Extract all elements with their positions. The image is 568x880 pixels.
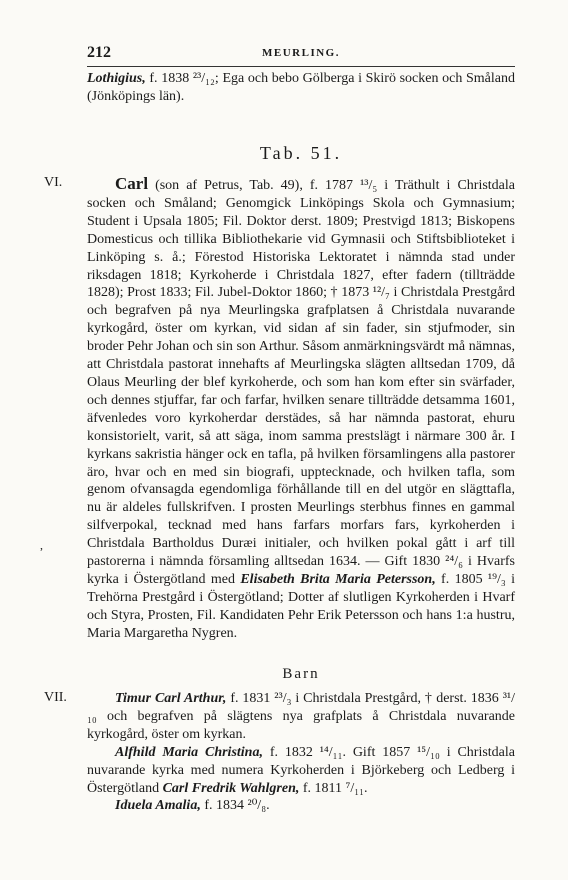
header-rule xyxy=(87,66,515,67)
main-text-1: (son af Petrus, Tab. 49), f. 1787 ¹³/₅ i Träthult i Christdala socken och Småland; Genomgick Linköpings Skola och Gymnasium; Student i Upsala 1805; Fil. Doktor derst. 1809; Prestvigd 1813; Biskopens Domesticus och tillika Bibliothekarie vid Gymnasii och Stiftsbiblioteket i Linköping s. å.; Förestod Historiska Lektoratet i nämnda stad under riksdagen 1818; Kyrkoherde i Christdala 1827, efter fadern (tillträdde 1828); Prost 1833; Fil. Jubel-Doktor 1860; † 1873 ¹²/₇ i Christdala Prestgård och begrafven på nya Meurlingska grafplatsen å Christdala nuvarande kyrkogård, öster om kyrkan, vid sidan af sin fader, sin stjufmoder, sin broder Pehr Johan och sin son Arthur. Såsom anmärkningsvärdt må nämnas, att Christdala pastorat innehafts af Meurlingska slägten alltsedan 1709, då Olaus Meurling der blef kyrkoherde, och som han kom efter sin svärfader, och dennes stjuffar, far och farfar, hvilken senare tillträdde detsamma 1601, äfvenledes voro kyrkoherdar derstädes, så har nämnda pastorat, ehuru konsistorielt, varit, så att säga, inom samma prestslägt i närmare 300 år. I kyrkans sakristia hänger ock en tafla, på hvilken församlingens alla pastorer äro, hvar och en med sin biografi, upptecknade, och hvilken tafla, som genom ofvansagda egendomliga förhållande till en del utgör en slägttafla, nu är aldeles fullskrifven. I prosten Meurlings sterbhus finnes en gammal silfverpokal, tecknad med hans farfars morfars fars, kyrkoherden i Christdala Bartholdus Duræi initialer, och hvilken pokal gått i arf till pastorerna i nämnda församling alltsedan 1634. — Gift 1830 ²⁴/₆ i Hvarfs kyrka i Östergötland med xyxy=(87,178,515,587)
tab-heading: Tab. 51. xyxy=(259,143,343,163)
main-biography xyxy=(87,175,515,643)
wife-name: Elisabeth Brita Maria Petersson, xyxy=(240,571,436,587)
child-entry-3 xyxy=(87,797,515,815)
intro-paragraph xyxy=(87,70,515,106)
child-3-text: f. 1834 ²⁰/₈. xyxy=(200,798,270,814)
generation-numeral-vii: VII. xyxy=(44,690,67,705)
child-2-text-b: f. 1811 ⁷/₁₁. xyxy=(299,780,368,796)
intro-name: Lothigius, xyxy=(87,71,146,86)
page-number: 212 xyxy=(87,44,111,61)
child-1-text: f. 1831 ²³/₃ i Christdala Prestgård, † derst. 1836 ³¹/₁₀ och begrafven på slägtens nya grafplats å Christdala nuvarande kyrkogård, öster om kyrkan. xyxy=(87,691,515,742)
child-2-name: Alfhild Maria Christina, xyxy=(115,744,263,760)
generation-numeral-vi: VI. xyxy=(44,175,63,190)
child-entry-2 xyxy=(87,744,515,798)
child-1-name: Timur Carl Arthur, xyxy=(115,691,227,706)
running-head: MEURLING. xyxy=(262,47,340,59)
child-entry-1 xyxy=(87,690,515,744)
page-header xyxy=(87,44,515,64)
main-name: Carl xyxy=(115,174,149,193)
child-2-text-a: f. 1832 ¹⁴/₁₁. Gift 1857 ¹⁵/₁₀ i Christdala nuvarande kyrka med numera Kyrkoherden i Björkeberg och Ledberg i Östergötland xyxy=(87,744,515,796)
barn-heading: Barn xyxy=(282,666,320,682)
intro-text: f. 1838 ²³/₁₂; Ega och bebo Gölberga i Skirö socken och Småland (Jönköpings län). xyxy=(87,71,515,104)
main-text-2: f. 1805 ¹⁹/₃ i Trehörna Prestgård i Östergötland; Dotter af slutligen Kyrkoherden i Hvarf och Styra, Prosten, Fil. Kandidaten Pehr Erik Petersson och hans 1:a hustru, Maria Margaretha Nygren. xyxy=(87,571,516,641)
children-section xyxy=(87,690,515,815)
child-3-name: Iduela Amalia, xyxy=(115,798,201,814)
margin-mark: , xyxy=(40,538,43,552)
child-2-husband: Carl Fredrik Wahlgren, xyxy=(162,780,300,796)
